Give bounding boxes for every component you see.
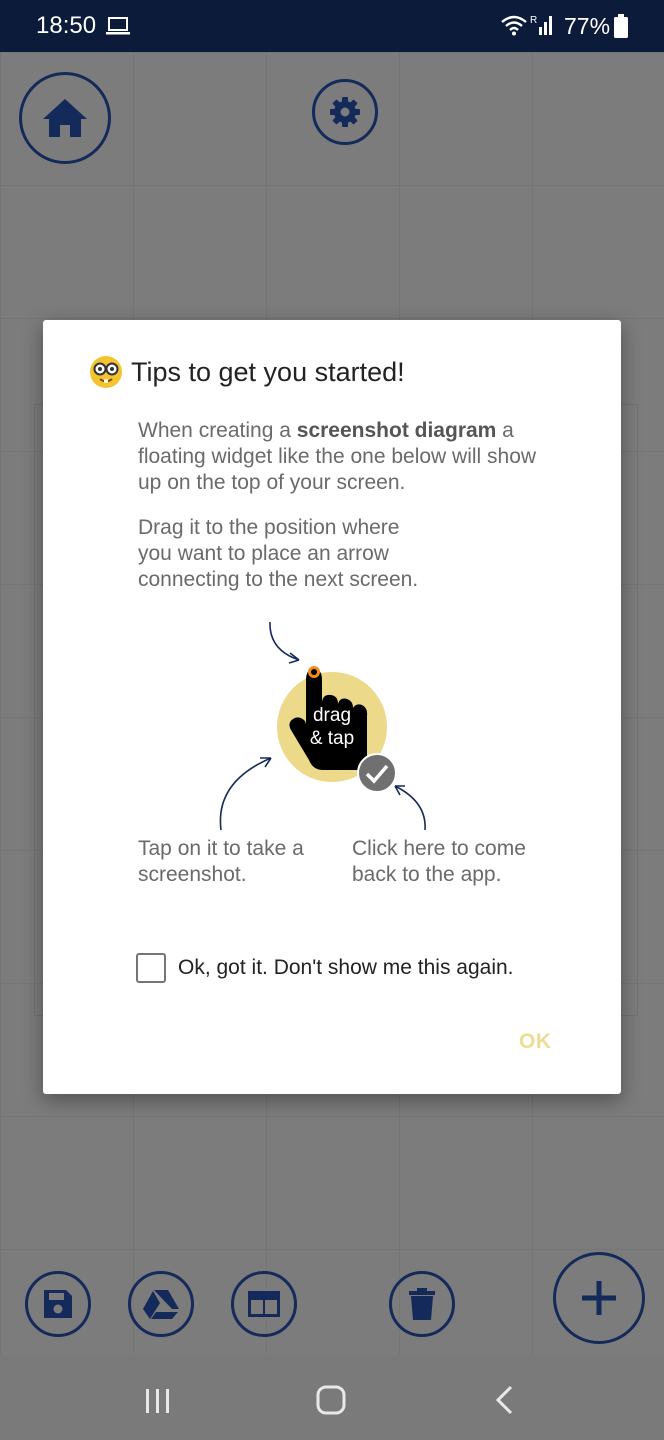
- dialog-header: [89, 354, 405, 390]
- layout-button[interactable]: [231, 1271, 297, 1337]
- layout-icon: [247, 1290, 281, 1318]
- ok-button[interactable]: OK: [519, 1030, 552, 1053]
- settings-button[interactable]: [312, 79, 378, 145]
- click-instructions: Click here to come back to the app.: [352, 837, 526, 886]
- drag-arrow: [270, 622, 299, 660]
- dont-show-again-label[interactable]: Ok, got it. Don't show me this again.: [178, 956, 514, 979]
- add-button[interactable]: [553, 1252, 645, 1344]
- svg-text:R: R: [530, 15, 538, 26]
- gear-icon: [329, 96, 361, 128]
- recents-icon[interactable]: [144, 1387, 172, 1415]
- back-icon[interactable]: [494, 1385, 514, 1415]
- nerd-face-icon: [89, 355, 123, 389]
- click-arrow: [395, 786, 425, 830]
- battery-percentage: 77%: [564, 13, 611, 39]
- tap-arrow: [220, 758, 271, 830]
- trash-icon: [409, 1288, 435, 1320]
- wifi-icon: [500, 14, 528, 36]
- tap-instructions: Tap on it to take a screenshot.: [138, 837, 304, 886]
- delete-button[interactable]: [389, 1271, 455, 1337]
- status-time: 18:50: [36, 12, 97, 39]
- navigation-bar: [0, 1355, 664, 1440]
- widget-label: [305, 704, 359, 750]
- widget-label-line2: & tap: [309, 728, 355, 749]
- drag-arrowhead: [289, 653, 299, 663]
- home-nav-icon[interactable]: [316, 1385, 346, 1415]
- status-bar: [0, 0, 664, 52]
- tips-dialog: [43, 320, 621, 1094]
- google-drive-button[interactable]: [128, 1271, 194, 1337]
- intro-bold: screenshot diagram: [296, 419, 497, 442]
- widget-label-line1: drag: [312, 705, 352, 726]
- dont-show-again-row[interactable]: [136, 953, 514, 983]
- tap-arrowhead: [260, 758, 271, 767]
- intro-prefix: When creating a: [138, 419, 297, 442]
- intro-suffix: a floating widget like the one below will show up on the top of your screen.: [138, 419, 537, 494]
- dialog-title: Tips to get you started!: [131, 356, 405, 387]
- plus-icon: [581, 1280, 617, 1316]
- drag-instructions: Drag it to the position where you want to place an arrow connecting to the next screen.: [138, 516, 419, 591]
- signal-icon: [530, 13, 554, 37]
- battery-icon: [614, 14, 628, 38]
- laptop-icon: [106, 16, 130, 36]
- intro-text: [138, 418, 558, 496]
- save-button[interactable]: [25, 1271, 91, 1337]
- dont-show-again-checkbox[interactable]: [136, 953, 166, 983]
- check-circle-icon: [357, 753, 397, 793]
- save-icon: [42, 1288, 74, 1320]
- home-button[interactable]: [19, 72, 111, 164]
- home-icon: [41, 97, 89, 139]
- google-drive-icon: [142, 1288, 180, 1320]
